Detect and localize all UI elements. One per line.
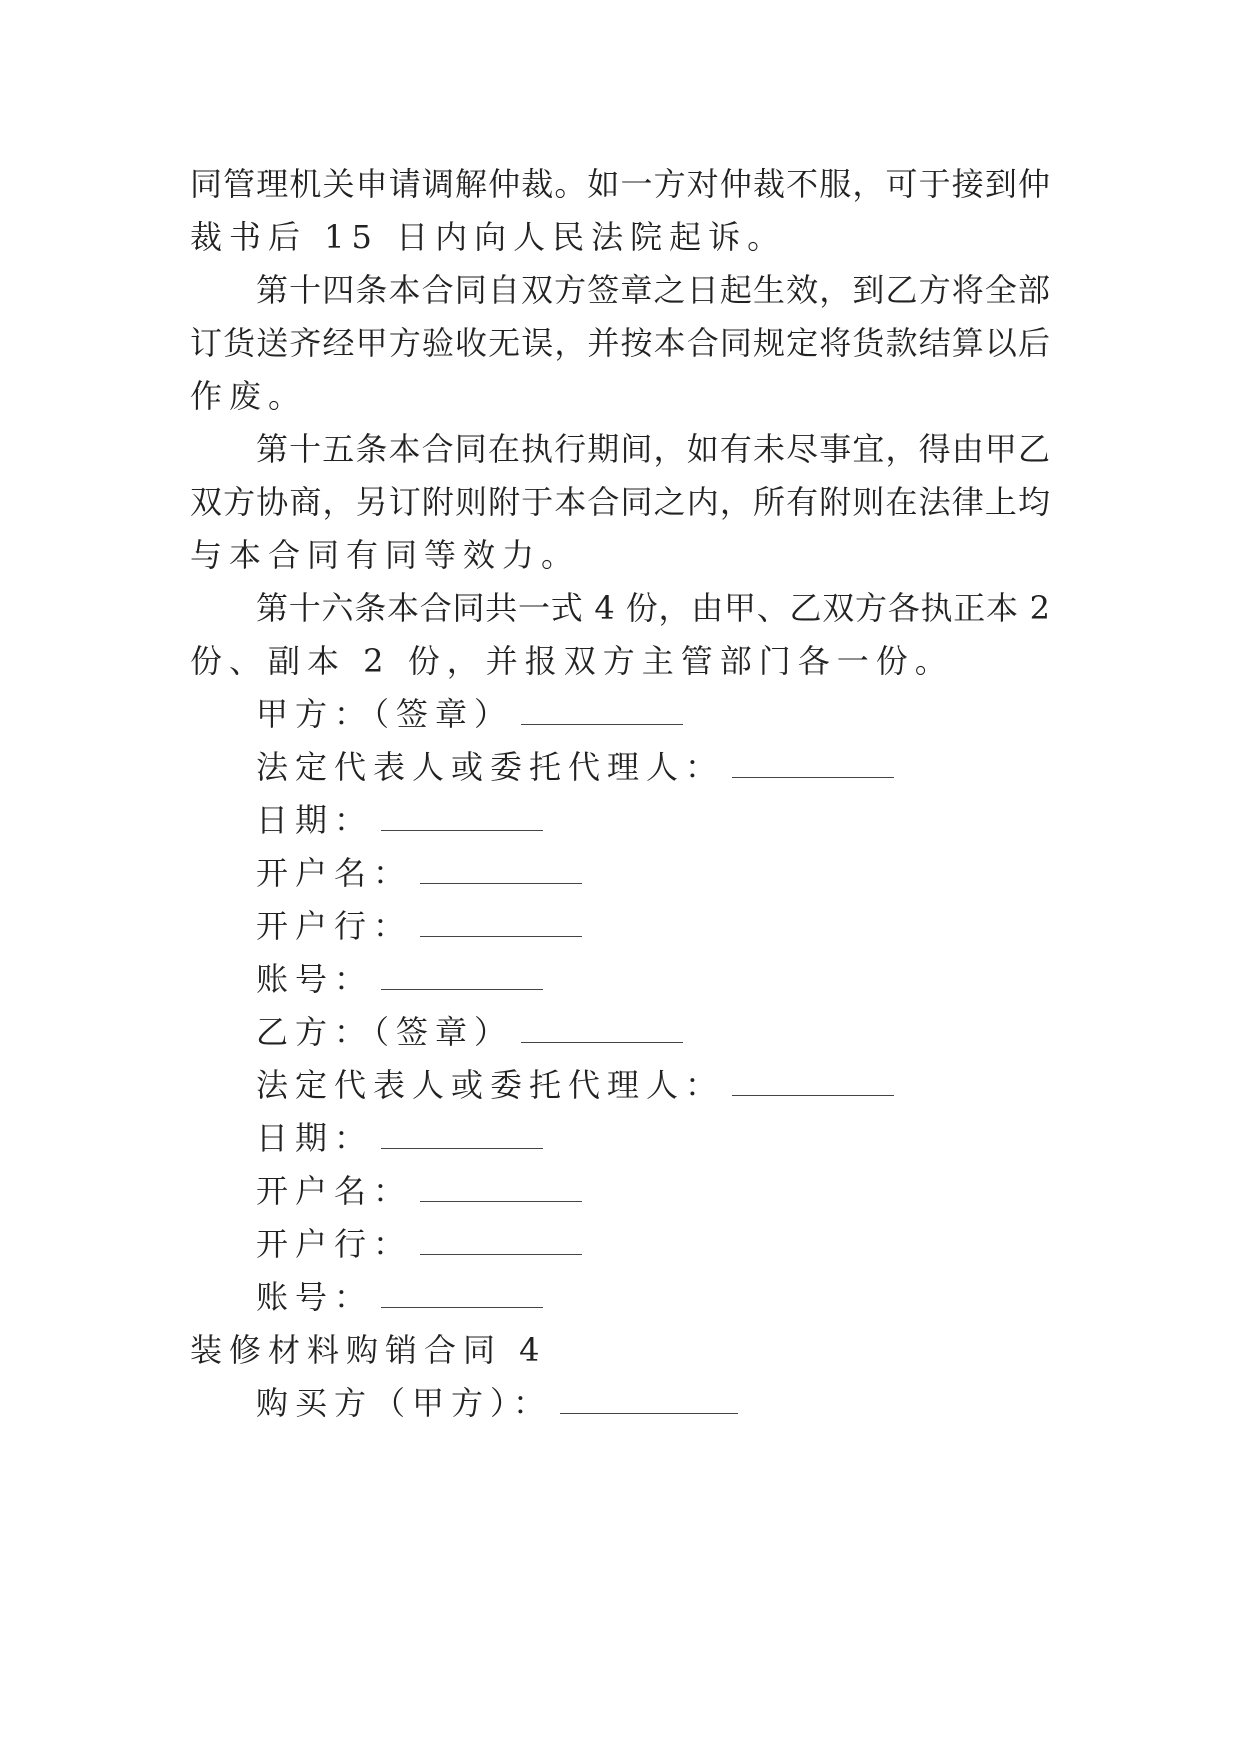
party-a-account-name-label: 开户名： — [256, 854, 413, 892]
party-b-account-no-label: 账号： — [256, 1278, 374, 1316]
party-b-date-blank — [381, 1124, 543, 1149]
paragraph-line: 第十四条本合同自双方签章之日起生效，到乙方将全部 — [256, 271, 1050, 309]
buyer-blank — [560, 1389, 738, 1414]
party-b-bank-label: 开户行： — [256, 1225, 413, 1263]
paragraph-line: 双方协商，另订附则附于本合同之内，所有附则在法律上均 — [190, 483, 1050, 521]
party-a-rep-label: 法定代表人或委托代理人： — [256, 748, 725, 786]
paragraph-line: 作废。 — [190, 377, 308, 415]
party-b-seal-label: 乙方：（签章） — [256, 1013, 514, 1051]
party-b-seal-row — [256, 1012, 1050, 1052]
party-a-rep-row — [256, 747, 1050, 787]
paragraph-line: 裁书后 15 日内向人民法院起诉。 — [190, 218, 787, 256]
party-a-date-blank — [381, 806, 543, 831]
party-a-account-no-blank — [381, 965, 543, 990]
party-b-account-name-label: 开户名： — [256, 1172, 413, 1210]
paragraph-line: 份、副本 2 份，并报双方主管部门各一份。 — [190, 642, 954, 680]
party-a-seal-row — [256, 694, 1050, 734]
paragraph-line: 第十五条本合同在执行期间，如有未尽事宜，得由甲乙 — [256, 430, 1050, 468]
paragraph-line: 第十六条本合同共一式 4 份，由甲、乙双方各执正本 2 — [256, 589, 1050, 627]
buyer-row — [256, 1383, 1050, 1423]
party-b-date-label: 日期： — [256, 1119, 374, 1157]
party-a-bank-blank — [420, 912, 582, 937]
party-b-account-name-blank — [420, 1177, 582, 1202]
party-a-date-label: 日期： — [256, 801, 374, 839]
party-a-bank-label: 开户行： — [256, 907, 413, 945]
party-a-seal-label: 甲方：（签章） — [256, 695, 514, 733]
buyer-label: 购买方（甲方）： — [256, 1384, 553, 1422]
paragraph-line: 订货送齐经甲方验收无误，并按本合同规定将货款结算以后 — [190, 324, 1050, 362]
party-a-date-row — [256, 800, 1050, 840]
party-a-account-no-row — [256, 959, 1050, 999]
party-a-bank-row — [256, 906, 1050, 946]
party-b-seal-blank — [521, 1018, 683, 1043]
paragraph-line: 同管理机关申请调解仲裁。如一方对仲裁不服，可于接到仲 — [190, 165, 1050, 203]
party-b-account-name-row — [256, 1171, 1050, 1211]
party-a-account-no-label: 账号： — [256, 960, 374, 998]
party-b-account-no-row — [256, 1277, 1050, 1317]
party-b-bank-row — [256, 1224, 1050, 1264]
party-b-account-no-blank — [381, 1283, 543, 1308]
party-a-account-name-blank — [420, 859, 582, 884]
party-b-rep-label: 法定代表人或委托代理人： — [256, 1066, 725, 1104]
party-b-bank-blank — [420, 1230, 582, 1255]
party-a-account-name-row — [256, 853, 1050, 893]
section-title: 装修材料购销合同 4 — [190, 1331, 547, 1369]
party-b-rep-blank — [732, 1071, 894, 1096]
paragraph-line: 与本合同有同等效力。 — [190, 536, 581, 574]
party-a-seal-blank — [521, 700, 683, 725]
party-b-date-row — [256, 1118, 1050, 1158]
party-b-rep-row — [256, 1065, 1050, 1105]
party-a-rep-blank — [732, 753, 894, 778]
